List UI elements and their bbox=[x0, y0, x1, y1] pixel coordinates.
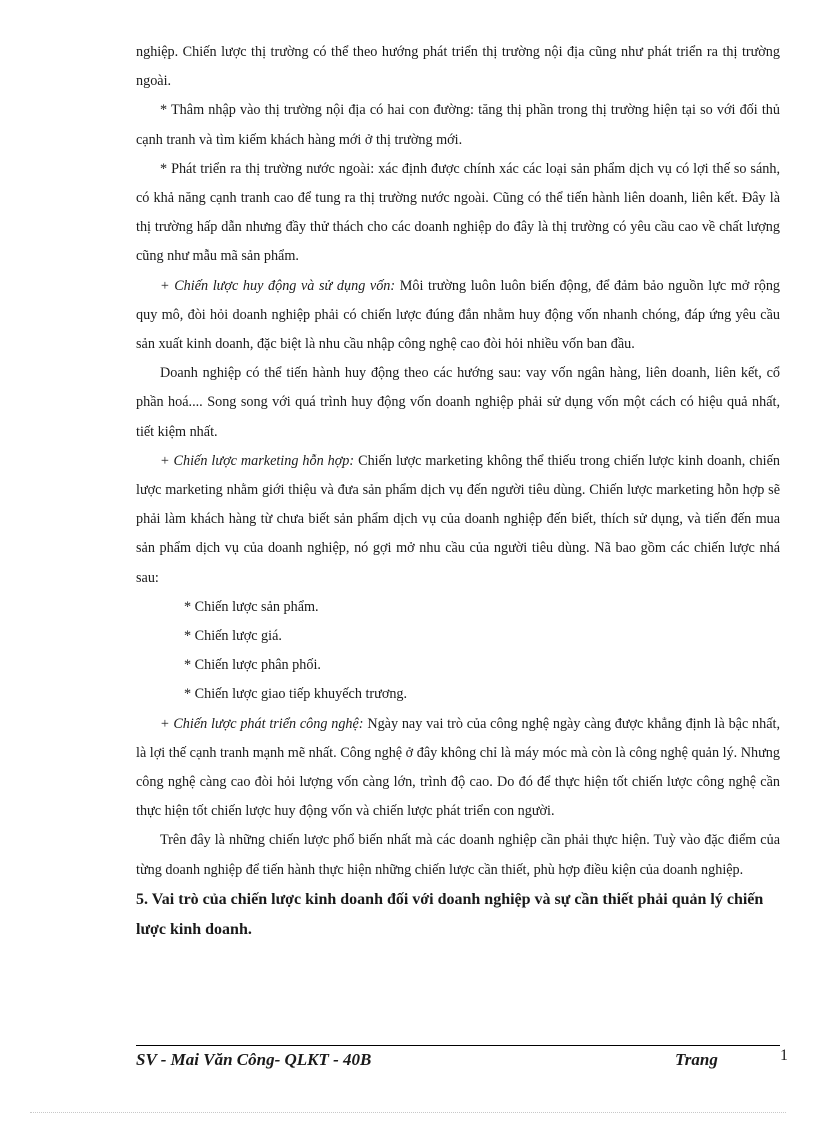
paragraph-technology-strategy bbox=[136, 710, 780, 827]
paragraph-foreign-market: * Phát triển ra thị trường nước ngoài: xác định được chính xác các loại sản phẩm dịch vụ có lợi thế so sánh, có khả năng cạnh tranh cao để tung ra thị trường nước ngoài. Cũng có thể tiến hành liên doanh, liên kết. Đây là thị trường hấp dẫn nhưng đầy thử thách cho các doanh nghiệp do đây là thị trường có yêu cầu cao về chất lượng cũng như mẫu mã sản phẩm. bbox=[136, 160, 780, 265]
section-heading: 5. Vai trò của chiến lược kinh doanh đối với doanh nghiệp và sự cần thiết phải quản lý chiến lược kinh doanh. bbox=[136, 890, 764, 938]
technology-strategy-lead: + Chiến lược phát triển công nghệ: bbox=[160, 715, 364, 732]
paragraph-closing: Trên đây là những chiến lược phổ biến nhất mà các doanh nghiệp cần phải thực hiện. Tuỳ vào đặc điểm của từng doanh nghiệp để tiến hành thực hiện những chiến lược cần thiết, phù hợp điều kiện của doanh nghiệp. bbox=[136, 832, 780, 878]
marketing-strategy-lead: + Chiến lược marketing hỗn hợp: bbox=[160, 452, 355, 469]
footer-author: SV - Mai Văn Công- QLKT - 40B bbox=[136, 1050, 372, 1069]
page-bottom-border bbox=[30, 1112, 786, 1113]
paragraph-capital-sources: Doanh nghiệp có thể tiến hành huy động theo các hướng sau: vay vốn ngân hàng, liên doanh, liên kết, cổ phần hoá.... Song song với quá trình huy động vốn doanh nghiệp phải sử dụng vốn một cách có hiệu quả nhất, tiết kiệm nhất. bbox=[136, 365, 780, 440]
footer-page-label: Trang bbox=[675, 1050, 718, 1069]
page-number: 1 bbox=[780, 1047, 788, 1064]
bullet-product: * Chiến lược sản phẩm. bbox=[184, 598, 319, 615]
footer-divider bbox=[136, 1045, 780, 1046]
capital-strategy-text: Môi trường luôn luôn biến động, để đảm bảo nguồn lực mở rộng quy mô, đòi hỏi doanh nghiệp phải có chiến lược đúng đắn nhằm huy động vốn nhanh chóng, đáp ứng yêu cầu sản xuất kinh doanh, đặc biệt là nhu cầu nhập công nghệ cao đòi hỏi nhiều vốn ban đầu. bbox=[136, 277, 781, 353]
paragraph-capital-strategy bbox=[136, 272, 780, 360]
paragraph-marketing-strategy bbox=[136, 447, 780, 593]
bullet-distribution: * Chiến lược phân phối. bbox=[184, 657, 321, 674]
marketing-strategy-text: Chiến lược marketing không thể thiếu trong chiến lược kinh doanh, chiến lược marketing nhằm giới thiệu và đưa sản phẩm dịch vụ đến người tiêu dùng. Chiến lược marketing hỗn hợp sẽ phải làm khách hàng từ chưa biết sản phẩm dịch vụ của doanh nghiệp đến biết, thích sử dụng, và tiến đến mua sản phẩm dịch vụ của doanh nghiệp, nó gợi mở nhu cầu của người tiêu dùng. Nã bao gồm các chiến lược nhá sau: bbox=[136, 452, 780, 586]
paragraph-market-strategy: nghiệp. Chiến lược thị trường có thể theo hướng phát triển thị trường nội địa cũng như phát triển ra thị trường ngoài. bbox=[136, 44, 780, 90]
bullet-promotion: * Chiến lược giao tiếp khuyếch trương. bbox=[184, 686, 408, 703]
bullet-price: * Chiến lược giá. bbox=[184, 628, 282, 645]
paragraph-domestic-market: * Thâm nhập vào thị trường nội địa có hai con đường: tăng thị phần trong thị trường hiện tại so với đối thủ cạnh tranh và tìm kiếm khách hàng mới ở thị trường mới. bbox=[136, 102, 780, 148]
technology-strategy-text: Ngày nay vai trò của công nghệ ngày càng được khẳng định là bậc nhất, là lợi thế cạnh tranh mạnh mẽ nhất. Công nghệ ở đây không chỉ là máy móc mà còn là công nghệ quản lý. Nhưng công nghệ càng cao đòi hỏi lượng vốn càng lớn, trình độ cao. Do đó để thực hiện tốt chiến lược công nghệ cần thực hiện tốt chiến lược huy động vốn và chiến lược phát triển con người. bbox=[136, 715, 780, 820]
document-body bbox=[136, 38, 780, 945]
capital-strategy-lead: + Chiến lược huy động và sử dụng vốn: bbox=[160, 277, 396, 294]
